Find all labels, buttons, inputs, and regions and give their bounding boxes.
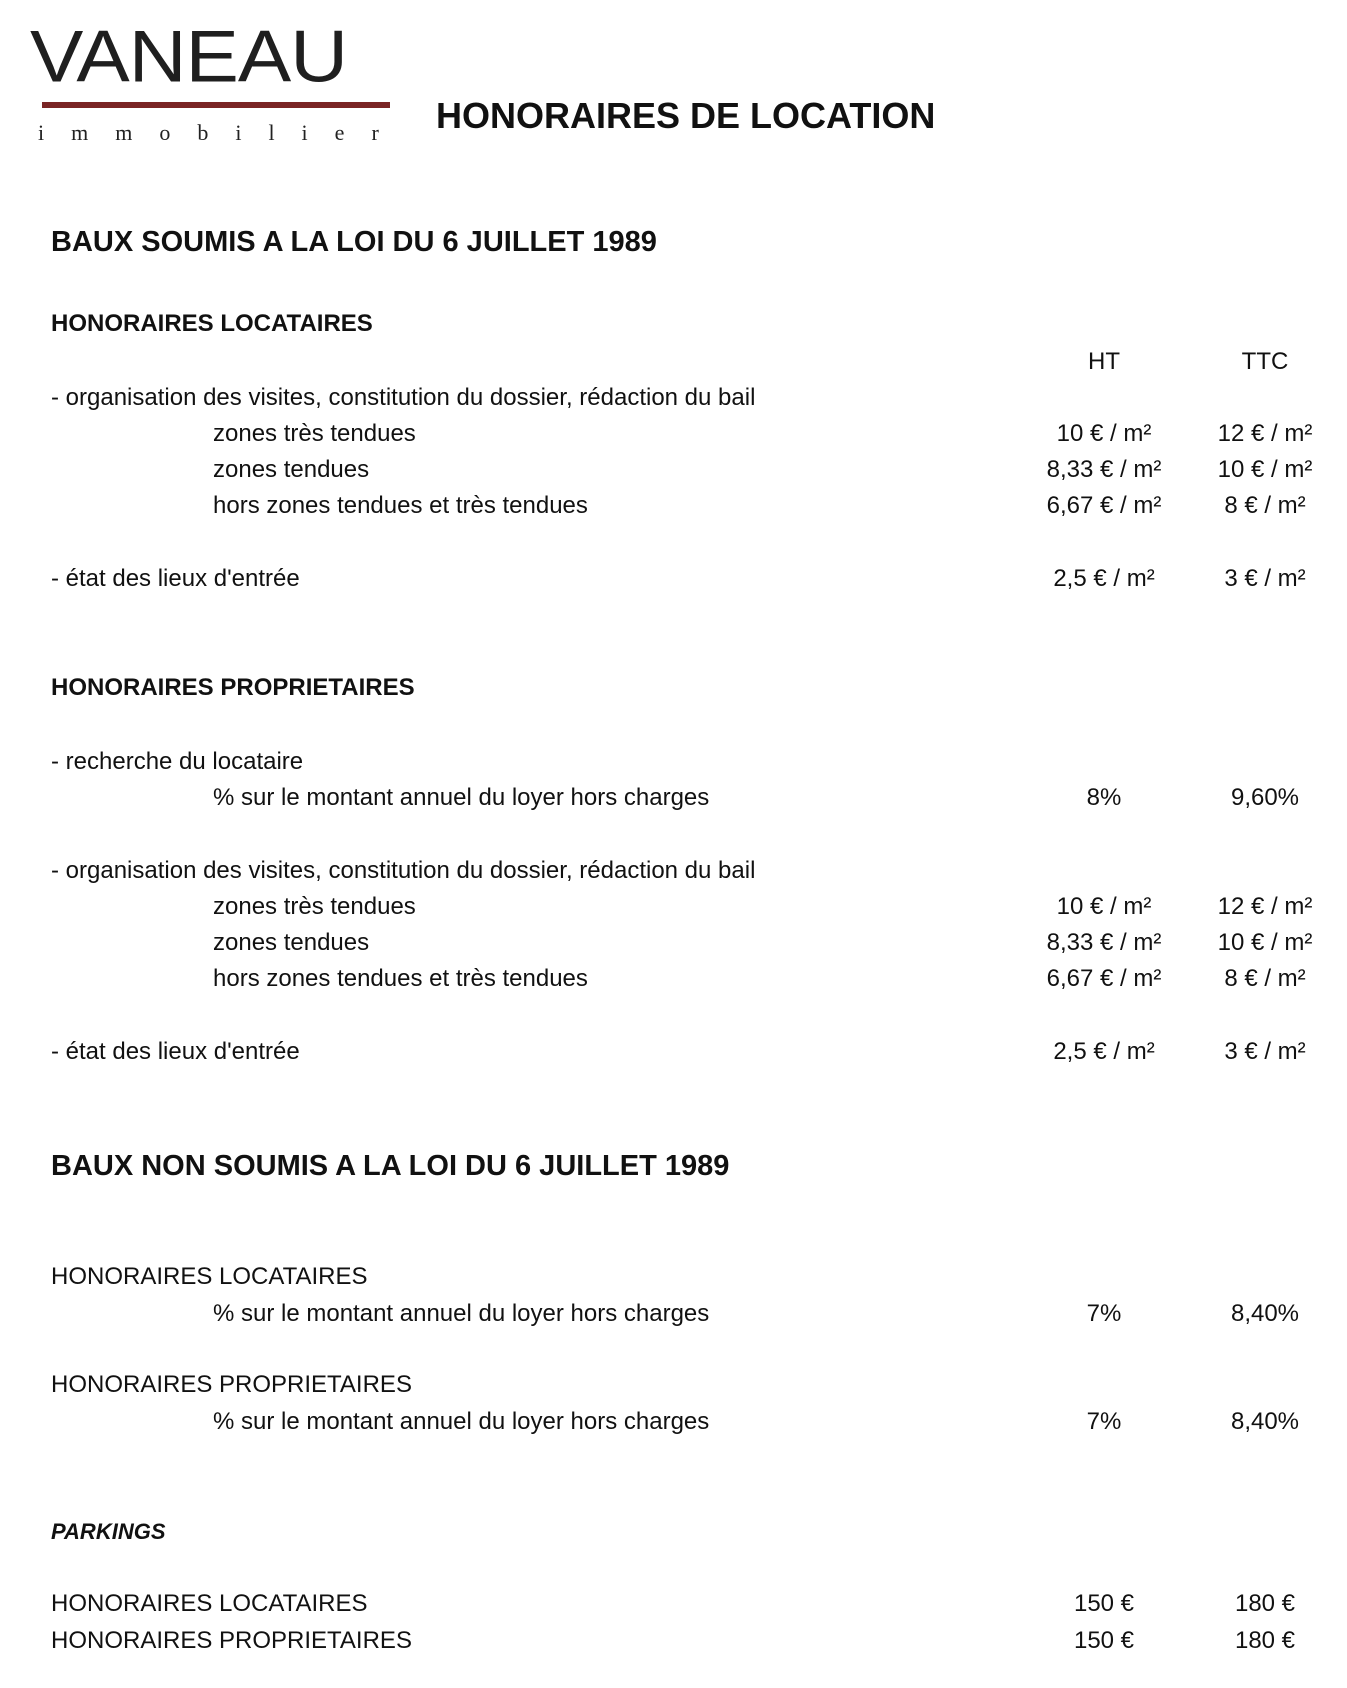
locataires-row-ttc: 12 € / m² (1217, 420, 1313, 447)
locataires-row-label: hors zones tendues et très tendues (213, 492, 588, 519)
logo-tagline: immobilier (38, 120, 406, 145)
proprietaires-row-ttc: 10 € / m² (1217, 929, 1313, 956)
proprietaires-row-label: zones tendues (213, 929, 370, 956)
section1-proprietaires-heading: HONORAIRES PROPRIETAIRES (51, 674, 415, 701)
company-logo (30, 15, 406, 145)
section1-locataires-heading: HONORAIRES LOCATAIRES (51, 310, 373, 337)
locataires-etat-ttc: 3 € / m² (1224, 565, 1306, 592)
proprietaires-row-label: zones très tendues (213, 893, 416, 920)
section2-proprietaires-ttc: 8,40% (1230, 1408, 1300, 1435)
section2-locataires-heading: HONORAIRES LOCATAIRES (51, 1263, 368, 1290)
locataires-row-ht: 6,67 € / m² (1046, 492, 1162, 519)
parkings-proprietaires-ttc: 180 € (1234, 1627, 1296, 1654)
column-header-ttc: TTC (1241, 348, 1289, 375)
parkings-locataires-ttc: 180 € (1234, 1590, 1296, 1617)
proprietaires-row-label: hors zones tendues et très tendues (213, 965, 588, 992)
section2-proprietaires-ht: 7% (1086, 1408, 1122, 1435)
proprietaires-row-ttc: 8 € / m² (1224, 965, 1306, 992)
locataires-row-ttc: 10 € / m² (1217, 456, 1313, 483)
proprietaires-etat-ht: 2,5 € / m² (1053, 1038, 1155, 1065)
section2-locataires-ttc: 8,40% (1230, 1300, 1300, 1327)
section2-locataires-ht: 7% (1086, 1300, 1122, 1327)
parkings-proprietaires-ht: 150 € (1073, 1627, 1135, 1654)
locataires-row-label: zones très tendues (213, 420, 416, 447)
proprietaires-row-ht: 8,33 € / m² (1046, 929, 1162, 956)
parkings-heading: PARKINGS (51, 1519, 166, 1544)
locataires-item-organisation: - organisation des visites, constitution du dossier, rédaction du bail (51, 384, 756, 411)
section2-proprietaires-label: % sur le montant annuel du loyer hors charges (213, 1408, 710, 1435)
parkings-locataires-label: HONORAIRES LOCATAIRES (51, 1590, 368, 1617)
proprietaires-item-recherche: - recherche du locataire (51, 748, 304, 775)
proprietaires-recherche-ht: 8% (1086, 784, 1122, 811)
logo-name: VANEAU (30, 15, 348, 98)
logo-bar (42, 102, 390, 108)
proprietaires-row-ht: 6,67 € / m² (1046, 965, 1162, 992)
proprietaires-row-ttc: 12 € / m² (1217, 893, 1313, 920)
section2-locataires-label: % sur le montant annuel du loyer hors charges (213, 1300, 710, 1327)
parkings-proprietaires-label: HONORAIRES PROPRIETAIRES (51, 1627, 412, 1654)
locataires-etat-label: - état des lieux d'entrée (51, 565, 300, 592)
locataires-etat-ht: 2,5 € / m² (1053, 565, 1155, 592)
proprietaires-etat-label: - état des lieux d'entrée (51, 1038, 300, 1065)
locataires-row-label: zones tendues (213, 456, 370, 483)
proprietaires-recherche-label: % sur le montant annuel du loyer hors charges (213, 784, 710, 811)
parkings-locataires-ht: 150 € (1073, 1590, 1135, 1617)
proprietaires-item-organisation: - organisation des visites, constitution du dossier, rédaction du bail (51, 857, 756, 884)
document-title: HONORAIRES DE LOCATION (436, 95, 936, 136)
locataires-row-ht: 10 € / m² (1056, 420, 1152, 447)
section2-proprietaires-heading: HONORAIRES PROPRIETAIRES (51, 1371, 412, 1398)
locataires-row-ht: 8,33 € / m² (1046, 456, 1162, 483)
section2-heading: BAUX NON SOUMIS A LA LOI DU 6 JUILLET 1989 (51, 1150, 730, 1182)
proprietaires-etat-ttc: 3 € / m² (1224, 1038, 1306, 1065)
column-header-ht: HT (1088, 348, 1120, 375)
proprietaires-row-ht: 10 € / m² (1056, 893, 1152, 920)
proprietaires-recherche-ttc: 9,60% (1230, 784, 1300, 811)
locataires-row-ttc: 8 € / m² (1224, 492, 1306, 519)
section1-heading: BAUX SOUMIS A LA LOI DU 6 JUILLET 1989 (51, 226, 657, 258)
